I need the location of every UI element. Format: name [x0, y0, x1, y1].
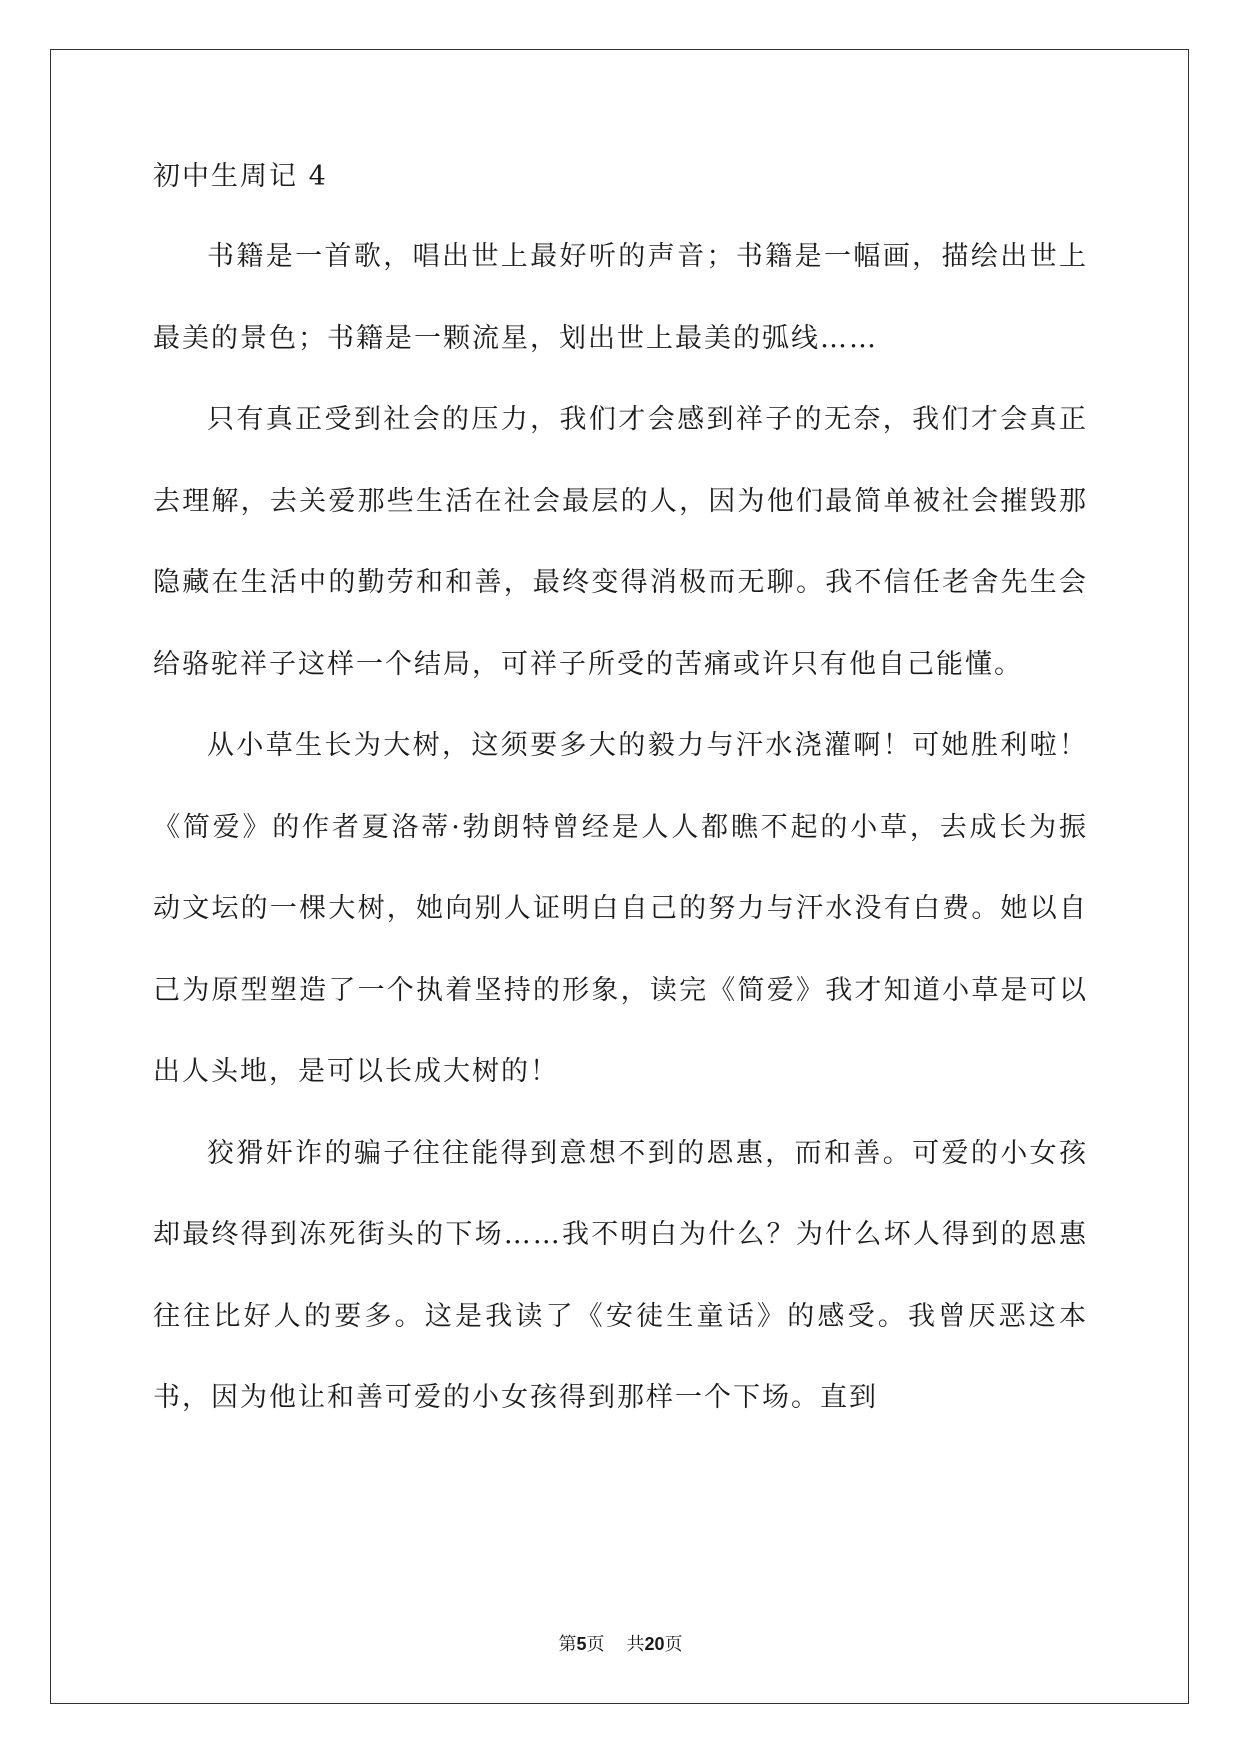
document-title: 初中生周记 4: [153, 161, 328, 192]
paragraph-1: 书籍是一首歌，唱出世上最好听的声音；书籍是一幅画，描绘出世上最美的景色；书籍是一颗流星，划出世上最美的弧线……: [153, 241, 1088, 354]
total-pages-suffix: 页: [664, 1634, 683, 1655]
total-pages-prefix: 共: [626, 1634, 645, 1655]
page-number-suffix: 页: [586, 1634, 605, 1655]
paragraph-3: 从小草生长为大树，这须要多大的毅力与汗水浇灌啊！可她胜利啦！《简爱》的作者夏洛蒂·勃朗特曾经是人人都瞧不起的小草，去成长为振动文坛的一棵大树，她向别人证明白自己的努力与汗水没有白费。她以自己为原型塑造了一个执着坚持的形象，读完《简爱》我才知道小草是可以出人头地，是可以长成大树的！: [153, 730, 1088, 1087]
total-pages-number: 20: [644, 1634, 665, 1654]
document-body: [153, 162, 1088, 1439]
paragraph-2: 只有真正受到社会的压力，我们才会感到祥子的无奈，我们才会真正去理解，去关爱那些生活在社会最层的人，因为他们最简单被社会摧毁那隐藏在生活中的勤劳和和善，最终变得消极而无聊。我不信任老舍先生会给骆驼祥子这样一个结局，可祥子所受的苦痛或许只有他自己能懂。: [153, 404, 1088, 680]
page-footer: [0, 1630, 1241, 1656]
current-page-number: 5: [576, 1634, 587, 1654]
paragraph-4: 狡猾奸诈的骗子往往能得到意想不到的恩惠，而和善。可爱的小女孩却最终得到冻死街头的下场……我不明白为什么？为什么坏人得到的恩惠往往比好人的要多。这是我读了《安徒生童话》的感受。我曾厌恶这本书，因为他让和善可爱的小女孩得到那样一个下场。直到: [153, 1137, 1088, 1413]
page-number-prefix: 第: [558, 1634, 577, 1655]
